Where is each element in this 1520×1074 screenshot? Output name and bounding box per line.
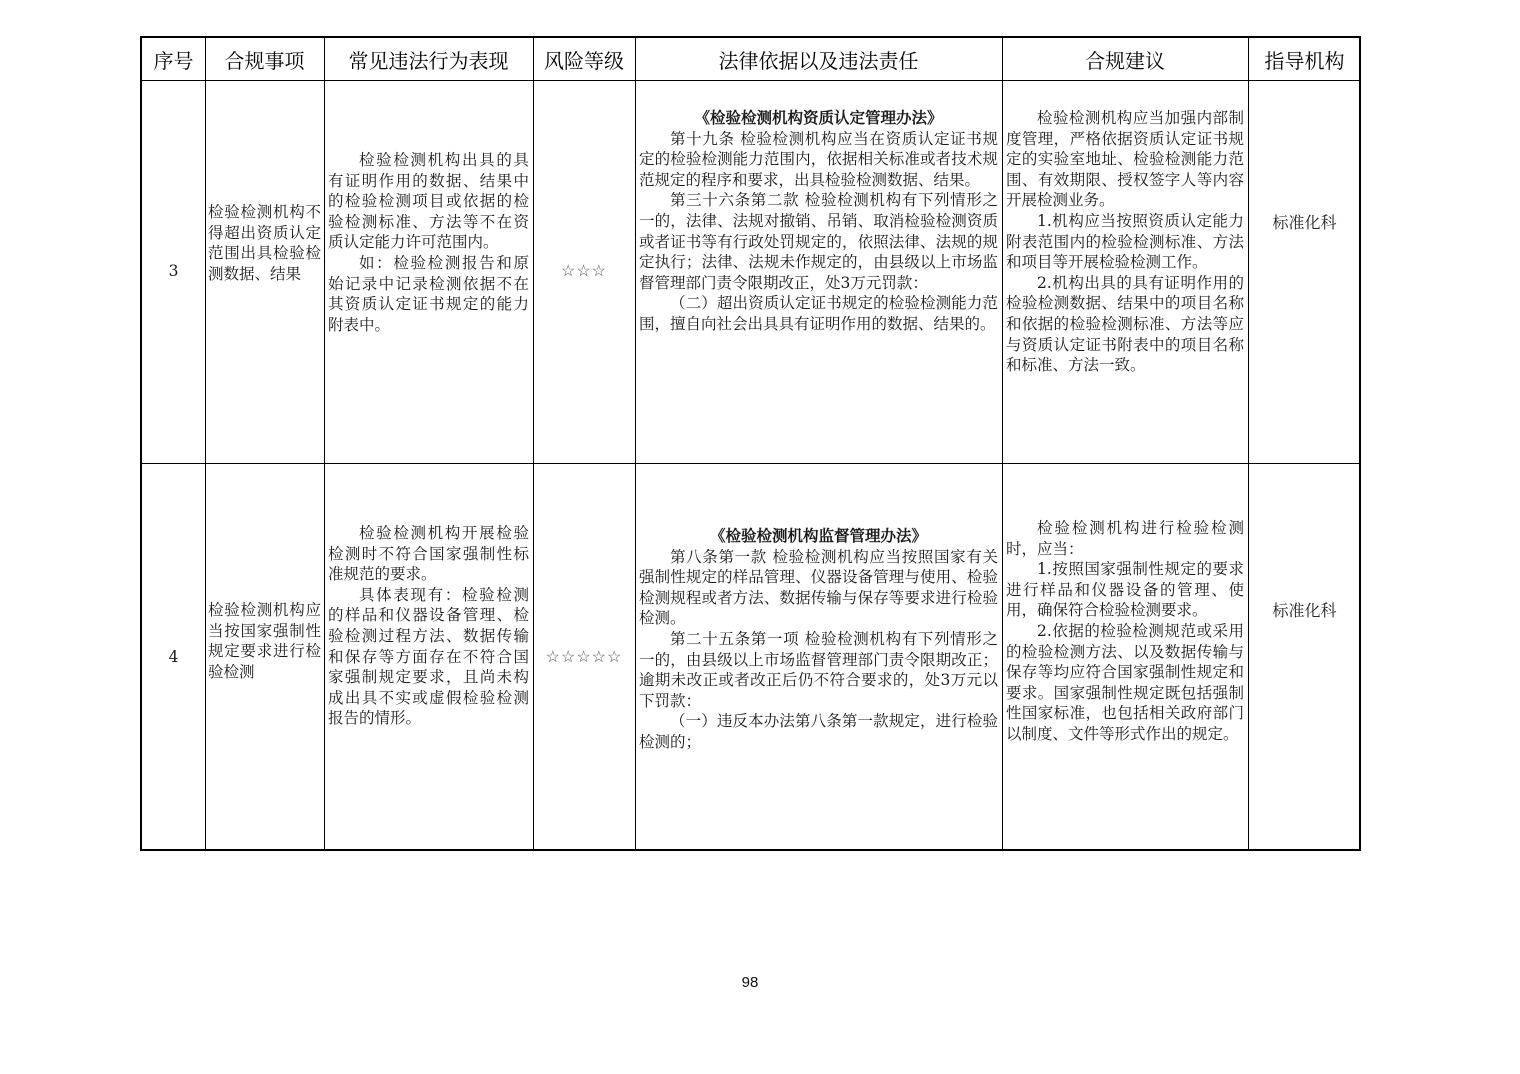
row-4-legal-2: 第二十五条第一项 检验检测机构有下列情形之一的，由县级以上市场监督管理部门责令限期改正；逾期未改正或者改正后仍不符合要求的，处3万元以下罚款： [639,629,998,710]
header-advice: 合规建议 [1085,48,1165,73]
row-4-agency: 标准化科 [1272,601,1337,620]
row-3-advice-2: 1.机构应当按照资质认定能力附表范围内的检验检测标准、方法和项目等开展检验检测工作。 [1006,211,1244,272]
row-3-advice [1002,108,1248,376]
row-4-item [205,600,324,682]
row-4-law-title: 《检验检测机构监督管理办法》 [709,526,927,545]
header-legal: 法律依据以及违法责任 [718,48,919,73]
row-3-legal [635,108,1002,335]
header-violations: 常见违法行为表现 [348,48,509,73]
row-3-violations [324,150,533,335]
header-agency: 指导机构 [1264,48,1345,73]
row-4-legal-1: 第八条第一款 检验检测机构应当按照国家有关强制性规定的样品管理、仪器设备管理与使用、检验检测规程或者方法、数据传输与保存等要求进行检验检测。 [639,547,998,628]
row-4-legal-3: （一）违反本办法第八条第一款规定，进行检验检测的； [639,712,998,751]
column-divider [1248,38,1249,849]
row-3-legal-3: （二）超出资质认定证书规定的检验检测能力范围，擅自向社会出具具有证明作用的数据、结果的。 [639,294,998,333]
row-3-violation-1: 检验检测机构出具的具有证明作用的数据、结果中的检验检测项目或依据的检验检测标准、方法等不在资质认定能力许可范围内。 [328,151,529,252]
row-3-agency: 标准化科 [1272,213,1337,232]
row-3-seq: 3 [168,262,179,281]
row-3-item-text: 检验检测机构不得超出资质认定范围出具检验检测数据、结果 [208,203,321,283]
row-3-risk-stars: ☆☆☆ [560,261,608,281]
header-risk: 风险等级 [544,48,624,73]
row-3-law-title: 《检验检测机构资质认定管理办法》 [694,108,943,127]
row-4-advice [1002,518,1248,745]
header-item: 合规事项 [224,48,305,73]
row-4-violation-2: 具体表现有：检验检测的样品和仪器设备管理、检验检测过程方法、数据传输和保存等方面存在不符合国家强制规定要求，且尚未构成出具不实或虚假检验检测报告的情形。 [328,585,529,728]
row-3-legal-2: 第三十六条第二款 检验检测机构有下列情形之一的，法律、法规对撤销、吊销、取消检验检测资质或者证书等有行政处罚规定的，依照法律、法规的规定执行；法律、法规未作规定的，由县级以上市场监督管理部门责令限期改正，处3万元罚款： [639,191,998,292]
compliance-table [140,36,1361,851]
row-4-violation-1: 检验检测机构开展检验检测时不符合国家强制性标准规范的要求。 [328,524,529,584]
row-4-advice-1: 检验检测机构进行检验检测时，应当： [1006,519,1244,558]
row-divider [142,80,1359,81]
row-3-legal-1: 第十九条 检验检测机构应当在资质认定证书规定的检验检测能力范围内，依据相关标准或者技术规范规定的程序和要求，出具检验检测数据、结果。 [639,129,998,189]
row-4-legal [635,526,1002,753]
row-3-advice-3: 2.机构出具的具有证明作用的检验检测数据、结果中的项目名称和依据的检验检测标准、方法等应与资质认定证书附表中的项目名称和标准、方法一致。 [1006,273,1244,375]
header-seq: 序号 [153,48,194,73]
row-3-violation-2: 如：检验检测报告和原始记录中记录检测依据不在其资质认定证书规定的能力附表中。 [328,253,529,334]
row-4-violations [324,523,533,729]
row-divider [142,463,1359,464]
row-4-risk-stars: ☆☆☆☆☆ [545,646,623,666]
row-3-advice-1: 检验检测机构应当加强内部制度管理，严格依据资质认定证书规定的实验室地址、检验检测能力范围、有效期限、授权签字人等内容开展检测业务。 [1006,109,1244,210]
column-divider [205,38,206,849]
row-3-item [205,202,324,284]
row-4-seq: 4 [168,647,179,666]
row-4-advice-2: 1.按照国家强制性规定的要求进行样品和仪器设备的管理、使用，确保符合检验检测要求。 [1006,560,1244,620]
row-4-item-text: 检验检测机构应当按国家强制性规定要求进行检验检测 [208,601,321,681]
page-number: 98 [741,974,759,991]
row-4-advice-3: 2.依据的检验检测规范或采用的检验检测方法、以及数据传输与保存等均应符合国家强制性规定和要求。国家强制性规定既包括强制性国家标准，也包括相关政府部门以制度、文件等形式作出的规定。 [1006,621,1244,743]
